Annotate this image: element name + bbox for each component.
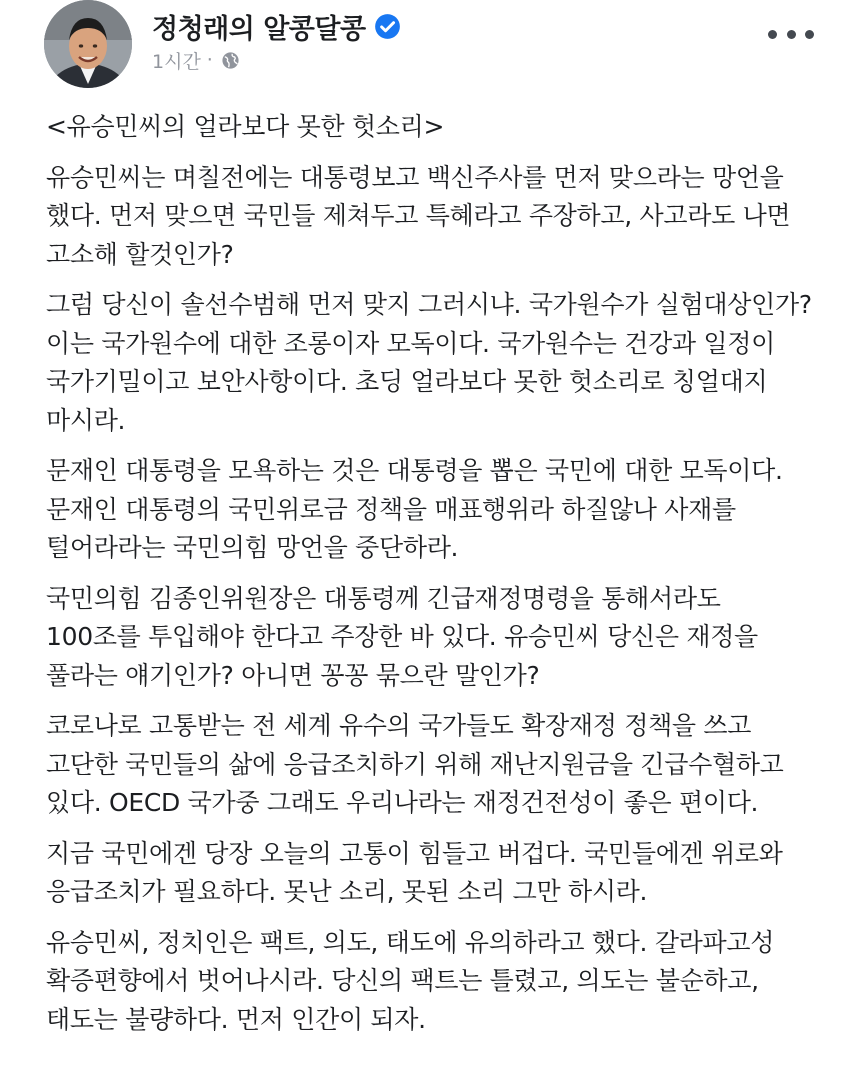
meta-separator: ·	[206, 49, 213, 71]
post-paragraph: 지금 국민에겐 당장 오늘의 고통이 힘들고 버겁다. 국민들에겐 위로와 응급조치가 필요하다. 못난 소리, 못된 소리 그만 하시라.	[46, 838, 783, 906]
author-name[interactable]: 정청래의 알콩달콩	[152, 13, 366, 45]
post-header	[0, 0, 850, 100]
verified-badge-icon	[374, 13, 401, 40]
post-title: <유승민씨의 얼라보다 못한 헛소리>	[46, 112, 445, 141]
post-paragraph: 코로나로 고통받는 전 세계 유수의 국가들도 확장재정 정책을 쓰고 고단한 국민들의 삶에 응급조치하기 위해 재난지원금을 긴급수혈하고 있다. OECD 국가중 그래도 우리나라는 재정건전성이 좋은 편이다.	[46, 711, 784, 817]
more-options-button[interactable]	[768, 22, 814, 46]
post-paragraph: 문재인 대통령을 모욕하는 것은 대통령을 뽑은 국민에 대한 모독이다. 문재인 대통령의 국민위로금 정책을 매표행위라 하질않나 사재를 털어라라는 국민의힘 망언을 중단하라.	[46, 456, 783, 562]
more-dot-icon	[805, 30, 814, 39]
more-dot-icon	[787, 30, 796, 39]
post-timestamp[interactable]: 1시간	[152, 50, 201, 73]
post-content	[46, 108, 816, 1051]
post-paragraph: 유승민씨, 정치인은 팩트, 의도, 태도에 유의하라고 했다. 갈라파고성 확증편향에서 벗어나시라. 당신의 팩트는 틀렸고, 의도는 불순하고, 태도는 불량하다. 먼저 인간이 되자.	[46, 927, 775, 1034]
post-meta	[152, 46, 240, 74]
globe-icon[interactable]	[221, 51, 240, 70]
author-row	[152, 6, 401, 46]
post-paragraph: 유승민씨는 며칠전에는 대통령보고 백신주사를 먼저 맞으라는 망언을 했다. 먼저 맞으면 국민들 제쳐두고 특혜라고 주장하고, 사고라도 나면 고소해 할것인가?	[46, 162, 791, 269]
more-dot-icon	[768, 30, 777, 39]
avatar-image	[44, 0, 132, 88]
post-paragraph: 그럼 당신이 솔선수범해 먼저 맞지 그러시냐. 국가원수가 실험대상인가? 이는 국가원수에 대한 조롱이자 모독이다. 국가원수는 건강과 일정이 국가기밀이고 보안사항이다. 초딩 얼라보다 못한 헛소리로 칭얼대지 마시라.	[46, 290, 812, 435]
post-paragraph: 국민의힘 김종인위원장은 대통령께 긴급재정명령을 통해서라도 100조를 투입해야 한다고 주장한 바 있다. 유승민씨 당신은 재정을 풀라는 얘기인가? 아니면 꽁꽁 묶으란 말인가?	[46, 583, 758, 690]
avatar[interactable]	[44, 0, 132, 88]
